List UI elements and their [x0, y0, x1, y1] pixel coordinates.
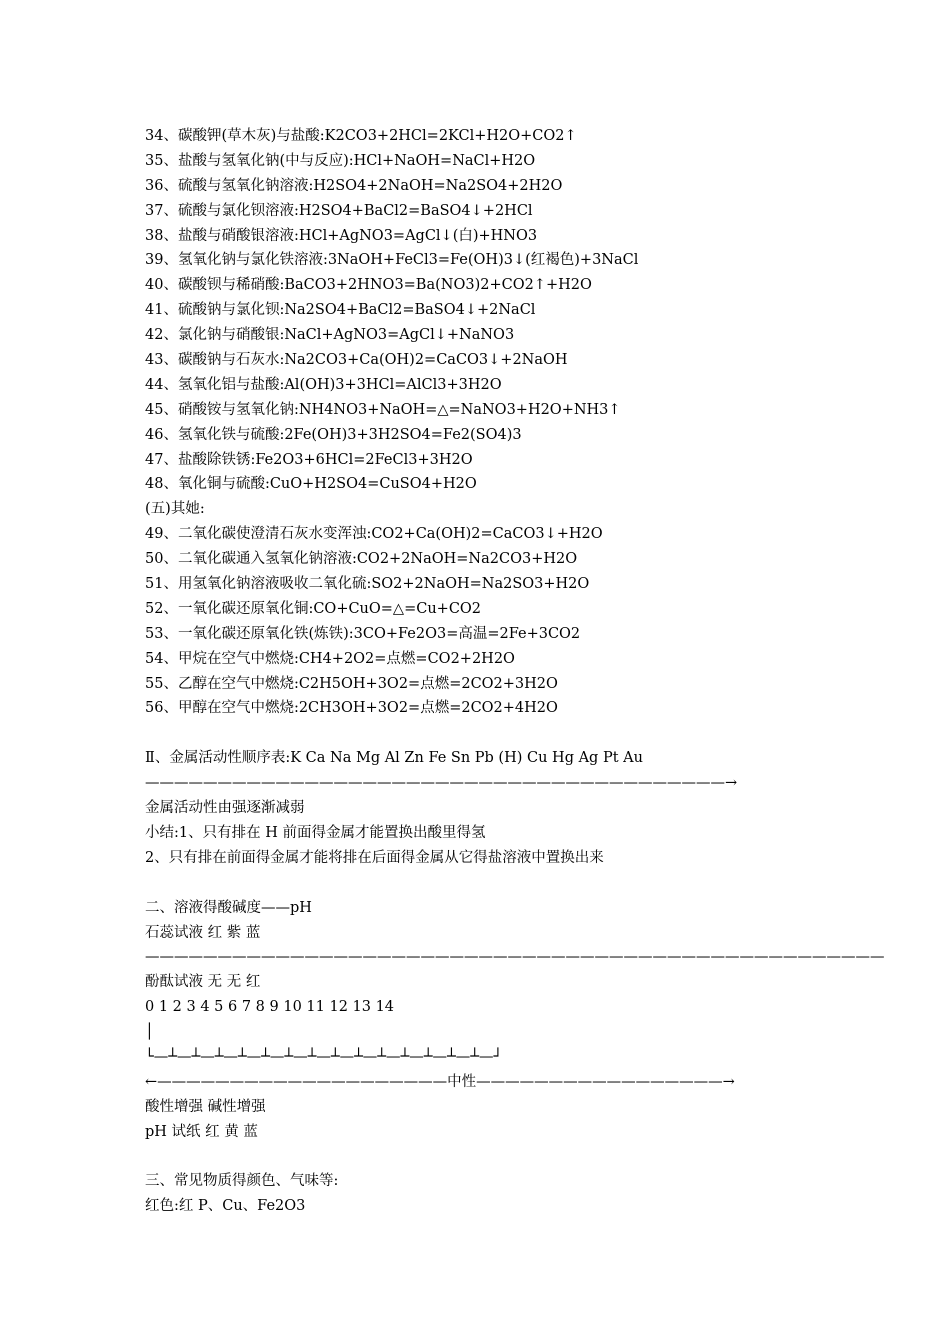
equation-36: 36、硫酸与氢氧化钠溶液:H2SO4+2NaOH=Na2SO4+2H2O	[145, 177, 563, 194]
colors-heading: 三、常见物质得颜色、气味等:	[145, 1173, 339, 1190]
phenolphthalein-row: 酚酞试液 无 无 红	[145, 974, 261, 991]
equation-49: 49、二氧化碳使澄清石灰水变浑浊:CO2+Ca(OH)2=CaCO3↓+H2O	[145, 526, 603, 543]
equation-48: 48、氧化铜与硫酸:CuO+H2SO4=CuSO4+H2O	[145, 476, 477, 493]
section-heading-other: (五)其她:	[145, 501, 205, 518]
equation-52: 52、一氧化碳还原氧化铜:CO+CuO=△=Cu+CO2	[145, 600, 482, 617]
ph-heading: 二、溶液得酸碱度——pH	[145, 899, 312, 916]
equation-54: 54、甲烷在空气中燃烧:CH4+2O2=点燃=CO2+2H2O	[145, 650, 515, 667]
equation-45: 45、硝酸铵与氢氧化钠:NH4NO3+NaOH=△=NaNO3+H2O+NH3↑	[145, 401, 621, 418]
equation-40: 40、碳酸钡与稀硝酸:BaCO3+2HNO3=Ba(NO3)2+CO2↑+H2O	[145, 277, 592, 294]
equation-46: 46、氢氧化铁与硫酸:2Fe(OH)3+3H2SO4=Fe2(SO4)3	[145, 426, 522, 443]
equation-42: 42、氯化钠与硝酸银:NaCl+AgNO3=AgCl↓+NaNO3	[145, 327, 515, 344]
equation-37: 37、硫酸与氯化钡溶液:H2SO4+BaCl2=BaSO4↓+2HCl	[145, 202, 533, 219]
metal-summary-1: 小结:1、只有排在 H 前面得金属才能置换出酸里得氢	[145, 824, 486, 841]
litmus-row: 石蕊试液 红 紫 蓝	[145, 924, 261, 941]
equation-39: 39、氢氧化钠与氯化铁溶液:3NaOH+FeCl3=Fe(OH)3↓(红褐色)+3NaCl	[145, 252, 639, 269]
acid-base-strength: 酸性增强 碱性增强	[145, 1098, 266, 1115]
ph-scale-numbers: 0 1 2 3 4 5 6 7 8 9 10 11 12 13 14	[145, 999, 395, 1016]
ph-paper-row: pH 试纸 红 黄 蓝	[145, 1123, 258, 1140]
metal-activity-trend: 金属活动性由强逐渐减弱	[145, 800, 305, 817]
document-body	[145, 124, 905, 1219]
equation-56: 56、甲醇在空气中燃烧:2CH3OH+3O2=点燃=2CO2+4H2O	[145, 700, 558, 717]
equation-51: 51、用氢氧化钠溶液吸收二氧化硫:SO2+2NaOH=Na2SO3+H2O	[145, 576, 590, 593]
metal-activity-arrow: ————————————————————————————————————————→	[145, 775, 738, 792]
spacer	[145, 721, 905, 746]
ph-scale-tick: │	[145, 1024, 154, 1041]
equation-38: 38、盐酸与硝酸银溶液:HCl+AgNO3=AgCl↓(白)+HNO3	[145, 227, 538, 244]
equation-47: 47、盐酸除铁锈:Fe2O3+6HCl=2FeCl3+3H2O	[145, 451, 473, 468]
metal-summary-2: 2、只有排在前面得金属才能将排在后面得金属从它得盐溶液中置换出来	[145, 849, 604, 866]
equation-53: 53、一氧化碳还原氧化铁(炼铁):3CO+Fe2O3=高温=2Fe+3CO2	[145, 625, 581, 642]
ph-divider: ———————————————————————————————————————————————————	[145, 949, 885, 966]
metal-activity-heading: Ⅱ、金属活动性顺序表:K Ca Na Mg Al Zn Fe Sn Pb (H) Cu Hg Ag Pt Au	[145, 750, 643, 767]
equation-41: 41、硫酸钠与氯化钡:Na2SO4+BaCl2=BaSO4↓+2NaCl	[145, 302, 536, 319]
equation-35: 35、盐酸与氢氧化钠(中与反应):HCl+NaOH=NaCl+H2O	[145, 152, 536, 169]
ph-scale-ruler: └—┴—┴—┴—┴—┴—┴—┴—┴—┴—┴—┴—┴—┴—┴—┘	[145, 1048, 503, 1065]
equation-50: 50、二氧化碳通入氢氧化钠溶液:CO2+2NaOH=Na2CO3+H2O	[145, 551, 578, 568]
spacer	[145, 871, 905, 896]
equation-34: 34、碳酸钾(草木灰)与盐酸:K2CO3+2HCl=2KCl+H2O+CO2↑	[145, 128, 577, 144]
equation-43: 43、碳酸钠与石灰水:Na2CO3+Ca(OH)2=CaCO3↓+2NaOH	[145, 352, 568, 369]
spacer	[145, 1145, 905, 1170]
equation-44: 44、氢氧化铝与盐酸:Al(OH)3+3HCl=AlCl3+3H2O	[145, 376, 502, 393]
red-substances: 红色:红 P、Cu、Fe2O3	[145, 1198, 306, 1215]
ph-neutral-line: ←————————————————————中性—————————————————→	[145, 1073, 735, 1090]
equation-55: 55、乙醇在空气中燃烧:C2H5OH+3O2=点燃=2CO2+3H2O	[145, 675, 558, 692]
